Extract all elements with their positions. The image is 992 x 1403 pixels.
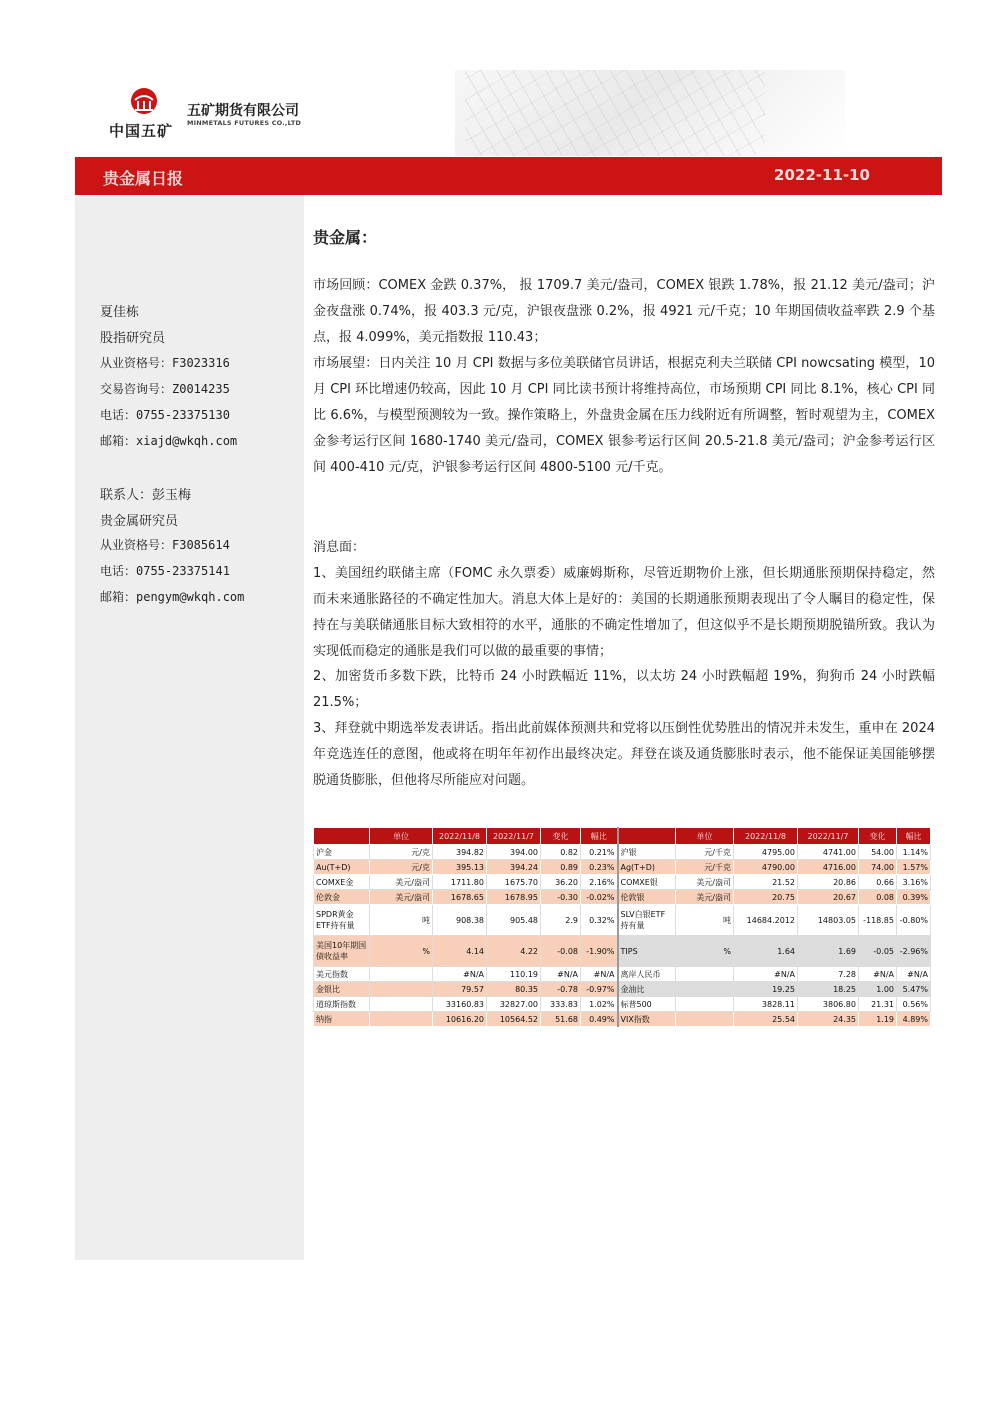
table-cell xyxy=(676,1012,734,1027)
table-cell xyxy=(370,967,433,982)
table-cell: 14684.2012 xyxy=(734,905,798,936)
table-cell: COMXE银 xyxy=(618,875,676,890)
table-cell: -0.05 xyxy=(859,936,897,967)
table-cell: 21.52 xyxy=(734,875,798,890)
price-table xyxy=(313,827,930,1027)
analyst-phone: 电话：0755-23375130 xyxy=(100,408,230,422)
news-item-1: 1、美国纽约联储主席（FOMC 永久票委）威廉姆斯称，尽管近期物价上涨，但长期通胀预期保持稳定，然而未来通胀路径的不确定性加大。消息大体上是好的：美国的长期通胀预期表现出了令人瞩目的稳定性，保持在与美联储通胀目标大致相符的水平，通胀的不确定性增加了，但这似乎不是长期预期脱锚所致。我认为实现低而稳定的通胀是我们可以做的最重要的事情； xyxy=(313,566,935,659)
table-cell: 美元指数 xyxy=(314,967,370,982)
news-item-3: 3、拜登就中期选举发表讲话。指出此前媒体预测共和党将以压倒性优势胜出的情况并未发生，重申在 2024 年竞选连任的意图，他或将在明年年初作出最终决定。拜登在谈及通货膨胀时表示，他不能保证美国能够摆脱通货膨胀，但他将尽所能应对问题。 xyxy=(313,721,935,788)
table-cell: #N/A xyxy=(859,967,897,982)
table-header-cell: 变化 xyxy=(541,828,581,845)
table-cell: #N/A xyxy=(734,967,798,982)
table-cell: 79.57 xyxy=(433,982,487,997)
table-header-cell: 幅比 xyxy=(897,828,931,845)
table-cell: 1678.65 xyxy=(433,890,487,905)
table-cell: 74.00 xyxy=(859,860,897,875)
table-cell: #N/A xyxy=(541,967,581,982)
title-bar xyxy=(75,157,942,195)
table-cell: 纳指 xyxy=(314,1012,370,1027)
table-cell: 美元/盎司 xyxy=(676,890,734,905)
contact-title: 贵金属研究员 xyxy=(100,514,179,529)
table-cell: 0.56% xyxy=(897,997,931,1012)
table-cell: 道琼斯指数 xyxy=(314,997,370,1012)
table-cell xyxy=(676,967,734,982)
table-cell: 美元/盎司 xyxy=(676,875,734,890)
table-row xyxy=(314,997,931,1012)
table-header-cell: 单位 xyxy=(370,828,433,845)
table-cell: SLV白银ETF持有量 xyxy=(618,905,676,936)
table-cell: 395.13 xyxy=(433,860,487,875)
table-cell: -0.30 xyxy=(541,890,581,905)
table-cell: 2.9 xyxy=(541,905,581,936)
table-cell: 伦敦银 xyxy=(618,890,676,905)
news-title: 消息面： xyxy=(313,540,366,555)
table-cell: 5.47% xyxy=(897,982,931,997)
table-cell: 元/克 xyxy=(370,845,433,860)
table-row xyxy=(314,890,931,905)
table-header-cell: 2022/11/7 xyxy=(487,828,541,845)
table-cell: 54.00 xyxy=(859,845,897,860)
header-architecture-pattern xyxy=(465,70,765,156)
table-cell: 沪银 xyxy=(618,845,676,860)
table-cell: 32827.00 xyxy=(487,997,541,1012)
table-row xyxy=(314,967,931,982)
company-name-cn: 五矿期货有限公司 xyxy=(187,103,299,119)
table-cell: 10616.20 xyxy=(433,1012,487,1027)
table-cell xyxy=(370,982,433,997)
contact-email: 邮箱：pengym@wkqh.com xyxy=(100,590,245,604)
table-cell: 1711.80 xyxy=(433,875,487,890)
table-cell: 110.19 xyxy=(487,967,541,982)
table-cell: 0.49% xyxy=(581,1012,618,1027)
price-data-table xyxy=(313,827,931,1027)
table-cell: 20.67 xyxy=(798,890,859,905)
table-cell: 394.24 xyxy=(487,860,541,875)
table-cell: 394.00 xyxy=(487,845,541,860)
report-title: 贵金属日报 xyxy=(103,169,184,188)
table-cell: 元/千克 xyxy=(676,845,734,860)
analyst-license: 从业资格号：F3023316 xyxy=(100,356,230,370)
table-cell: 1.69 xyxy=(798,936,859,967)
table-cell: #N/A xyxy=(581,967,618,982)
table-cell: 4790.00 xyxy=(734,860,798,875)
table-row xyxy=(314,1012,931,1027)
table-cell: -0.08 xyxy=(541,936,581,967)
table-cell: 4741.00 xyxy=(798,845,859,860)
table-cell: 33160.83 xyxy=(433,997,487,1012)
contact-license: 从业资格号：F3085614 xyxy=(100,538,230,552)
table-cell xyxy=(676,982,734,997)
section-title: 贵金属： xyxy=(313,228,378,247)
table-cell: 80.35 xyxy=(487,982,541,997)
contact-phone: 电话：0755-23375141 xyxy=(100,564,230,578)
table-header-row xyxy=(314,828,931,845)
table-cell: 4.14 xyxy=(433,936,487,967)
table-cell: 20.75 xyxy=(734,890,798,905)
report-date: 2022-11-10 xyxy=(774,166,870,184)
company-name-en: MINMETALS FUTURES CO.,LTD xyxy=(187,119,302,127)
table-header-cell xyxy=(618,828,676,845)
market-review: 市场回顾：COMEX 金跌 0.37%， 报 1709.7 美元/盎司，COMEX 银跌 1.78%，报 21.12 美元/盎司；沪金夜盘涨 0.74%，报 403.3 元/克，沪银夜盘涨 0.2%，报 4921 元/千克；10 年期国债收益率跌 2.9 个基点，报 4.099%，美元指数报 110.43； xyxy=(313,278,935,345)
table-cell: 离岸人民币 xyxy=(618,967,676,982)
table-cell: 吨 xyxy=(676,905,734,936)
table-cell: 1.19 xyxy=(859,1012,897,1027)
table-cell: Ag(T+D) xyxy=(618,860,676,875)
table-cell: 元/千克 xyxy=(676,860,734,875)
table-cell: -118.85 xyxy=(859,905,897,936)
table-header-cell: 单位 xyxy=(676,828,734,845)
table-cell: VIX指数 xyxy=(618,1012,676,1027)
table-header-cell: 2022/11/8 xyxy=(433,828,487,845)
table-cell: Au(T+D) xyxy=(314,860,370,875)
table-cell: 0.89 xyxy=(541,860,581,875)
table-cell xyxy=(370,1012,433,1027)
analyst-name: 夏佳栋 xyxy=(100,305,140,320)
table-cell: 14803.05 xyxy=(798,905,859,936)
table-row xyxy=(314,982,931,997)
logo-text: 中国五矿 xyxy=(109,122,174,140)
table-cell: #N/A xyxy=(433,967,487,982)
table-cell: 标普500 xyxy=(618,997,676,1012)
table-cell: 3828.11 xyxy=(734,997,798,1012)
table-row xyxy=(314,875,931,890)
table-cell: 1675.70 xyxy=(487,875,541,890)
table-cell: 美国10年期国债收益率 xyxy=(314,936,370,967)
table-row xyxy=(314,936,931,967)
table-cell: 美元/盎司 xyxy=(370,875,433,890)
table-header-cell: 变化 xyxy=(859,828,897,845)
table-header-cell: 2022/11/7 xyxy=(798,828,859,845)
table-cell: 0.32% xyxy=(581,905,618,936)
table-cell: 24.35 xyxy=(798,1012,859,1027)
table-cell: 19.25 xyxy=(734,982,798,997)
table-cell: -0.97% xyxy=(581,982,618,997)
table-cell: 4716.00 xyxy=(798,860,859,875)
contact-name: 联系人：彭玉梅 xyxy=(100,488,192,503)
table-cell: 1.00 xyxy=(859,982,897,997)
analyst-consult-license: 交易咨询号：Z0014235 xyxy=(100,382,230,396)
table-cell: 吨 xyxy=(370,905,433,936)
table-header-cell: 2022/11/8 xyxy=(734,828,798,845)
table-cell: TIPS xyxy=(618,936,676,967)
analyst-email: 邮箱：xiajd@wkqh.com xyxy=(100,434,238,448)
table-cell: 元/克 xyxy=(370,860,433,875)
table-cell: % xyxy=(676,936,734,967)
table-cell: 1.14% xyxy=(897,845,931,860)
table-cell: 0.82 xyxy=(541,845,581,860)
news-item-2: 2、加密货币多数下跌，比特币 24 小时跌幅近 11%，以太坊 24 小时跌幅超 19%，狗狗币 24 小时跌幅 21.5%； xyxy=(313,669,935,710)
table-cell xyxy=(676,997,734,1012)
table-cell: 0.08 xyxy=(859,890,897,905)
table-cell: 0.21% xyxy=(581,845,618,860)
table-cell: COMXE金 xyxy=(314,875,370,890)
table-cell: 3806.80 xyxy=(798,997,859,1012)
table-cell: -2.96% xyxy=(897,936,931,967)
table-cell: 10564.52 xyxy=(487,1012,541,1027)
table-header-cell xyxy=(314,828,370,845)
table-cell: 4795.00 xyxy=(734,845,798,860)
table-cell: 3.16% xyxy=(897,875,931,890)
table-cell: 51.68 xyxy=(541,1012,581,1027)
table-cell: -0.80% xyxy=(897,905,931,936)
table-cell: #N/A xyxy=(897,967,931,982)
table-cell: 金油比 xyxy=(618,982,676,997)
table-cell: 0.39% xyxy=(897,890,931,905)
minmetals-logo-icon xyxy=(127,86,161,116)
table-cell: 4.22 xyxy=(487,936,541,967)
analyst-title: 股指研究员 xyxy=(100,331,166,346)
table-row xyxy=(314,905,931,936)
report-header xyxy=(75,70,942,156)
table-cell: 1.57% xyxy=(897,860,931,875)
table-cell: 2.16% xyxy=(581,875,618,890)
table-cell: 36.20 xyxy=(541,875,581,890)
table-cell: 394.82 xyxy=(433,845,487,860)
table-cell: 伦敦金 xyxy=(314,890,370,905)
table-cell: 7.28 xyxy=(798,967,859,982)
market-outlook: 市场展望：日内关注 10 月 CPI 数据与多位美联储官员讲话，根据克利夫兰联储 CPI nowcsating 模型，10 月 CPI 环比增速仍较高，因此 10 月 CPI 同比读书预计将维持高位，市场预期 CPI 同比 8.1%，核心 CPI 同比 6.6%，与模型预测较为一致。操作策略上，外盘贵金属在压力线附近有所调整，暂时观望为主，COMEX 金参考运行区间 1680-1740 美元/盎司，COMEX 银参考运行区间 20.5-21.8 美元/盎司；沪金参考运行区间 400-410 元/克，沪银参考运行区间 4800-5100 元/千克。 xyxy=(313,356,935,475)
table-cell: -0.02% xyxy=(581,890,618,905)
table-cell: % xyxy=(370,936,433,967)
table-cell: 905.48 xyxy=(487,905,541,936)
table-cell: -1.90% xyxy=(581,936,618,967)
table-cell: 20.86 xyxy=(798,875,859,890)
table-cell: 25.54 xyxy=(734,1012,798,1027)
table-cell: 0.23% xyxy=(581,860,618,875)
table-cell: 18.25 xyxy=(798,982,859,997)
table-cell: 金银比 xyxy=(314,982,370,997)
table-cell: 1678.95 xyxy=(487,890,541,905)
table-cell: -0.78 xyxy=(541,982,581,997)
table-cell: SPDR黄金ETF持有量 xyxy=(314,905,370,936)
table-cell: 21.31 xyxy=(859,997,897,1012)
table-cell: 333.83 xyxy=(541,997,581,1012)
table-row xyxy=(314,845,931,860)
table-row xyxy=(314,860,931,875)
table-cell: 908.38 xyxy=(433,905,487,936)
table-cell: 4.89% xyxy=(897,1012,931,1027)
table-cell: 1.02% xyxy=(581,997,618,1012)
table-cell xyxy=(370,997,433,1012)
table-cell: 沪金 xyxy=(314,845,370,860)
table-header-cell: 幅比 xyxy=(581,828,618,845)
table-cell: 1.64 xyxy=(734,936,798,967)
table-cell: 美元/盎司 xyxy=(370,890,433,905)
table-cell: 0.66 xyxy=(859,875,897,890)
